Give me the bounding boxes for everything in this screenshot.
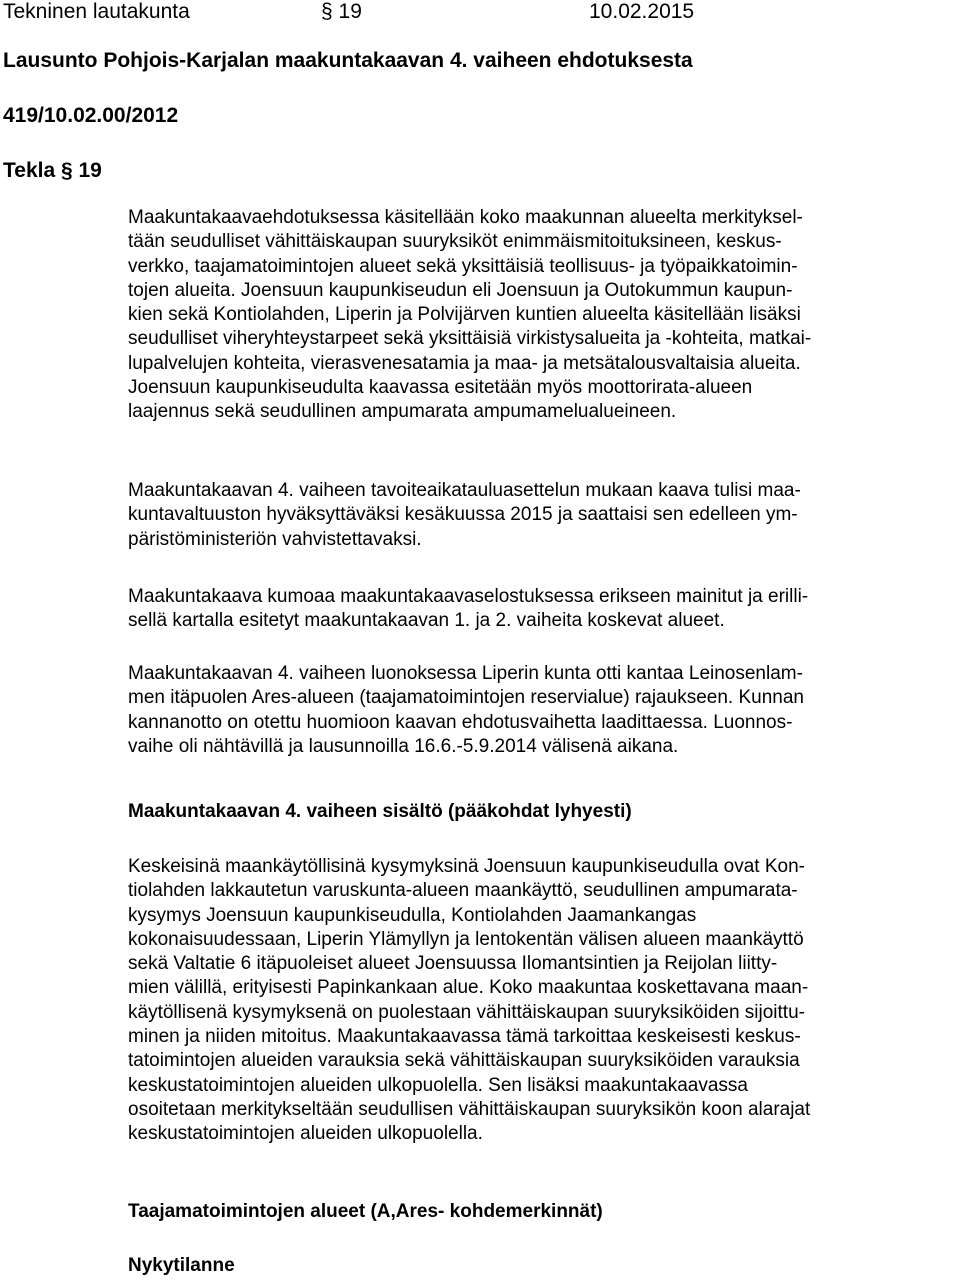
text-line: Maakuntakaavan 4. vaiheen tavoiteaikatauluasettelun mukaan kaava tulisi maa- [128, 480, 801, 501]
paragraph-schedule [128, 479, 960, 552]
section-number: § 19 [321, 0, 362, 23]
text-line: tään seudulliset vähittäiskaupan suuryksiköt enimmäismitoituksineen, keskus- [128, 231, 782, 253]
text-line: men itäpuolen Ares-alueen (taajamatoimintojen reservialue) rajaukseen. Kunnan [128, 687, 804, 709]
text-line: päristöministeriön vahvistettavaksi. [128, 528, 422, 550]
paragraph-draft-phase [128, 662, 960, 759]
text-line: tojen alueita. Joensuun kaupunkiseudun eli Joensuun ja Outokummun kaupun- [128, 279, 793, 301]
text-line: tatoimintojen alueiden varauksia sekä vähittäiskaupan suuryksiköiden varauksia [128, 1050, 800, 1072]
text-line: Maakuntakaavaehdotuksessa käsitellään koko maakunnan alueelta merkityksel- [128, 207, 803, 228]
heading-current-state: Nykytilanne [128, 1255, 235, 1276]
record-number: 419/10.02.00/2012 [3, 104, 179, 127]
text-line: vaihe oli nähtävillä ja lausunnoilla 16.6.-5.9.2014 välisenä aikana. [128, 735, 679, 757]
text-line: mien välillä, erityisesti Papinkankaan alue. Koko maakuntaa koskettavana maan- [128, 977, 809, 999]
paragraph-repeal [128, 585, 960, 634]
heading-contents: Maakuntakaavan 4. vaiheen sisältö (pääkohdat lyhyesti) [128, 801, 632, 822]
heading-contents-wrap [128, 800, 960, 824]
heading-current-state-wrap [128, 1254, 960, 1278]
text-line: sellä kartalla esitetyt maakuntakaavan 1. ja 2. vaiheita koskevat alueet. [128, 610, 725, 632]
text-line: Joensuun kaupunkiseudulta kaavassa esitetään myös moottorirata-alueen [128, 377, 753, 399]
text-line: osoitetaan merkitykseltään seudullisen vähittäiskaupan suuryksikön koon alarajat [128, 1098, 811, 1120]
heading-urban-areas-wrap [128, 1200, 960, 1224]
text-line: Maakuntakaava kumoaa maakuntakaavaselostuksessa erikseen mainitut ja erilli- [128, 586, 809, 607]
text-line: kokonaisuudessaan, Liperin Ylämyllyn ja lentokentän välisen alueen maankäyttö [128, 928, 804, 950]
text-line: kien sekä Kontiolahden, Liperin ja Polvijärven kuntien alueelta käsitellään lisäksi [128, 304, 801, 326]
text-line: kannanotto on otettu huomioon kaavan ehdotusvaihetta laadittaessa. Luonnos- [128, 711, 793, 733]
text-line: verkko, taajamatoimintojen alueet sekä yksittäisiä teollisuus- ja työpaikkatoimin- [128, 255, 798, 277]
text-line: Maakuntakaavan 4. vaiheen luonoksessa Liperin kunta otti kantaa Leinosenlam- [128, 663, 803, 684]
text-line: tiolahden lakkautetun varuskunta-alueen maankäyttö, seudullinen ampumarata- [128, 880, 798, 902]
heading-urban-areas: Taajamatoimintojen alueet (A,Ares- kohdemerkinnät) [128, 1201, 603, 1222]
item-label: Tekla § 19 [3, 159, 102, 182]
text-line: Keskeisinä maankäytöllisinä kysymyksinä Joensuun kaupunkiseudulla ovat Kon- [128, 856, 805, 877]
text-line: laajennus sekä seudullinen ampumarata ampumamelualueineen. [128, 401, 677, 423]
paragraph-key-issues [128, 855, 960, 1147]
text-line: kuntavaltuuston hyväksyttäväksi kesäkuussa 2015 ja saattaisi sen edelleen ym- [128, 504, 798, 526]
meeting-date: 10.02.2015 [589, 0, 695, 23]
text-line: minen ja niiden mitoitus. Maakuntakaavassa tämä tarkoittaa keskeisesti keskus- [128, 1026, 801, 1048]
text-line: kysymys Joensuun kaupunkiseudulla, Kontiolahden Jaamankangas [128, 904, 697, 926]
text-line: käytöllisenä kysymyksenä on puolestaan vähittäiskaupan suuryksiköiden sijoittu- [128, 1001, 805, 1023]
text-line: keskustatoimintojen alueiden ulkopuolella. [128, 1123, 483, 1145]
text-line: seudulliset viheryhteystarpeet sekä yksittäisiä virkistysalueita ja -kohteita, matkai- [128, 328, 812, 350]
text-line: sekä Valtatie 6 itäpuoleiset alueet Joensuussa Ilomantsintien ja Reijolan liitty- [128, 953, 778, 975]
text-line: keskustatoimintojen alueiden ulkopuolella. Sen lisäksi maakuntakaavassa [128, 1074, 748, 1096]
document-title: Lausunto Pohjois-Karjalan maakuntakaavan 4. vaiheen ehdotuksesta [3, 49, 693, 72]
paragraph-overview [128, 206, 960, 425]
committee-name: Tekninen lautakunta [3, 0, 190, 23]
text-line: lupalvelujen kohteita, vierasvenesatamia ja maa- ja metsätalousvaltaisia alueita. [128, 352, 801, 374]
